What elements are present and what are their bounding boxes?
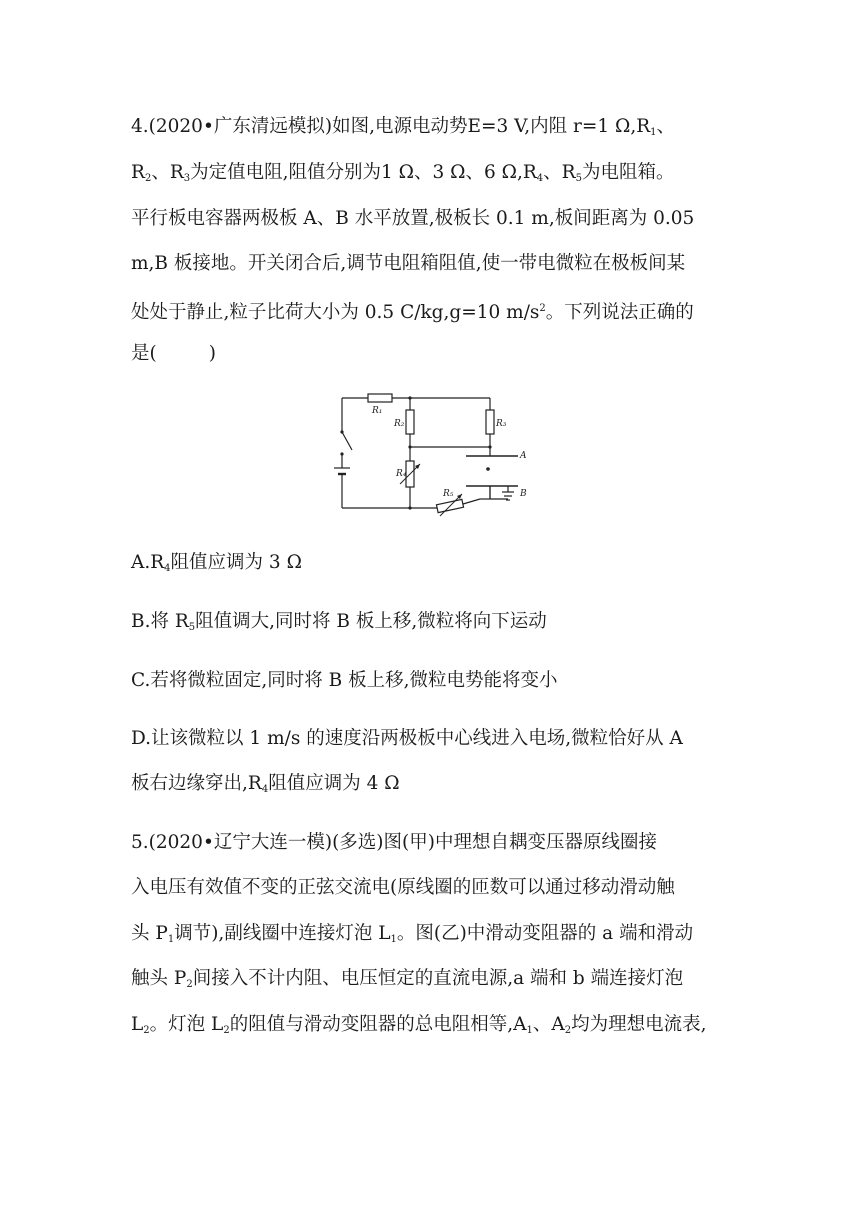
q4-line-5 xyxy=(131,297,694,325)
text: 阻值应调为 4 Ω xyxy=(268,773,400,794)
subscript: 2 xyxy=(144,173,152,184)
q4-line-1 xyxy=(131,115,675,145)
label-r2: R₂ xyxy=(394,419,405,429)
subscript: 5 xyxy=(188,622,196,633)
text: 板右边缘穿出,R xyxy=(131,773,262,794)
subscript: 4 xyxy=(164,563,171,574)
option-a xyxy=(131,551,302,581)
text: 为定值电阻,阻值分别为1 Ω、3 Ω、6 Ω,R xyxy=(190,162,537,183)
text: 。灯泡 L xyxy=(149,1014,224,1035)
q4-line-3: 平行板电容器两极板 A、B 水平放置,极板长 0.1 m,板间距离为 0.05 xyxy=(131,208,695,229)
text: 为电阻箱。 xyxy=(581,162,675,183)
text: 、R xyxy=(151,162,184,183)
text: 调节),副线圈中连接灯泡 L xyxy=(174,923,391,944)
option-d-line-2 xyxy=(131,772,400,802)
text: 阻值调大,同时将 B 板上移,微粒将向下运动 xyxy=(195,611,547,632)
text: 头 P xyxy=(131,923,168,944)
q5-line-4 xyxy=(131,967,683,997)
subscript: 1 xyxy=(650,127,657,138)
circuit-diagram xyxy=(330,388,530,518)
option-d-line-1: D.让该微粒以 1 m/s 的速度沿两极板中心线进入电场,微粒恰好从 A xyxy=(131,728,683,749)
label-a: A xyxy=(520,451,527,461)
subscript: 2 xyxy=(186,979,193,990)
label-r4: R₄ xyxy=(396,469,407,479)
text: ) xyxy=(208,343,216,364)
text: 触头 P xyxy=(131,968,187,989)
battery-icon xyxy=(334,468,350,480)
text: 均为理想电流表, xyxy=(571,1014,707,1035)
text: R xyxy=(131,162,145,183)
label-r5: R₅ xyxy=(443,489,454,499)
q4-line-6 xyxy=(131,342,216,366)
text: 间接入不计内阻、电压恒定的直流电源,a 端和 b 端连接灯泡 xyxy=(192,968,684,989)
subscript: 2 xyxy=(223,1025,230,1036)
junction-dot xyxy=(408,445,411,448)
junction-dot xyxy=(408,396,411,399)
q5-line-2: 入电压有效值不变的正弦交流电(原线圈的匝数可以通过移动滑动触 xyxy=(131,877,675,898)
particle xyxy=(486,467,490,471)
option-b xyxy=(131,610,547,640)
subscript: 1 xyxy=(526,1025,533,1036)
resistor-r2 xyxy=(406,410,414,434)
label-r1: R₁ xyxy=(372,406,383,416)
text: 的阻值与滑动变阻器的总电阻相等,A xyxy=(229,1014,527,1035)
switch-contact xyxy=(340,430,343,433)
superscript: 2 xyxy=(539,303,546,314)
switch-contact xyxy=(340,452,343,455)
q4-line-4: m,B 板接地。开关闭合后,调节电阻箱阻值,使一带电微粒在极板间某 xyxy=(131,253,686,274)
junction-dot xyxy=(488,445,491,448)
resistor-r1 xyxy=(368,394,392,402)
subscript: 5 xyxy=(575,173,582,184)
q5-line-1: 5.(2020•辽宁大连一模)(多选)图(甲)中理想自耦变压器原线圈接 xyxy=(131,832,657,853)
subscript: 1 xyxy=(167,934,175,945)
text: L xyxy=(131,1014,144,1035)
text: 、R xyxy=(543,162,576,183)
option-c: C.若将微粒固定,同时将 B 板上移,微粒电势能将变小 xyxy=(131,670,558,691)
text: 是( xyxy=(131,343,157,364)
ground-icon xyxy=(502,486,514,500)
text: 如图,电源电动势E=3 V,内阻 r=1 Ω,R xyxy=(332,116,651,137)
text: 、 xyxy=(656,116,676,137)
junction-dot xyxy=(408,506,411,509)
q5-line-3 xyxy=(131,922,693,952)
text: 、A xyxy=(532,1014,565,1035)
question-number: 4. xyxy=(131,116,149,137)
subscript: 4 xyxy=(261,784,269,795)
text: 阻值应调为 3 Ω xyxy=(170,552,302,573)
subscript: 2 xyxy=(564,1025,572,1036)
text: 。下列说法正确的 xyxy=(545,302,694,323)
label-b: B xyxy=(520,489,527,499)
text: 处处于静止,粒子比荷大小为 0.5 C/kg,g=10 m/s xyxy=(131,302,540,323)
subscript: 1 xyxy=(390,934,397,945)
q5-line-5 xyxy=(131,1013,706,1043)
resistor-r3 xyxy=(486,410,494,434)
question-source: (2020•广东清远模拟) xyxy=(148,116,333,137)
subscript: 2 xyxy=(143,1025,150,1036)
label-r3: R₃ xyxy=(496,419,507,429)
text: 。图(乙)中滑动变阻器的 a 端和滑动 xyxy=(396,923,694,944)
subscript: 4 xyxy=(536,173,544,184)
text: B.将 R xyxy=(131,611,189,632)
text: A.R xyxy=(131,552,165,573)
q4-line-2 xyxy=(131,161,675,191)
subscript: 3 xyxy=(183,173,191,184)
